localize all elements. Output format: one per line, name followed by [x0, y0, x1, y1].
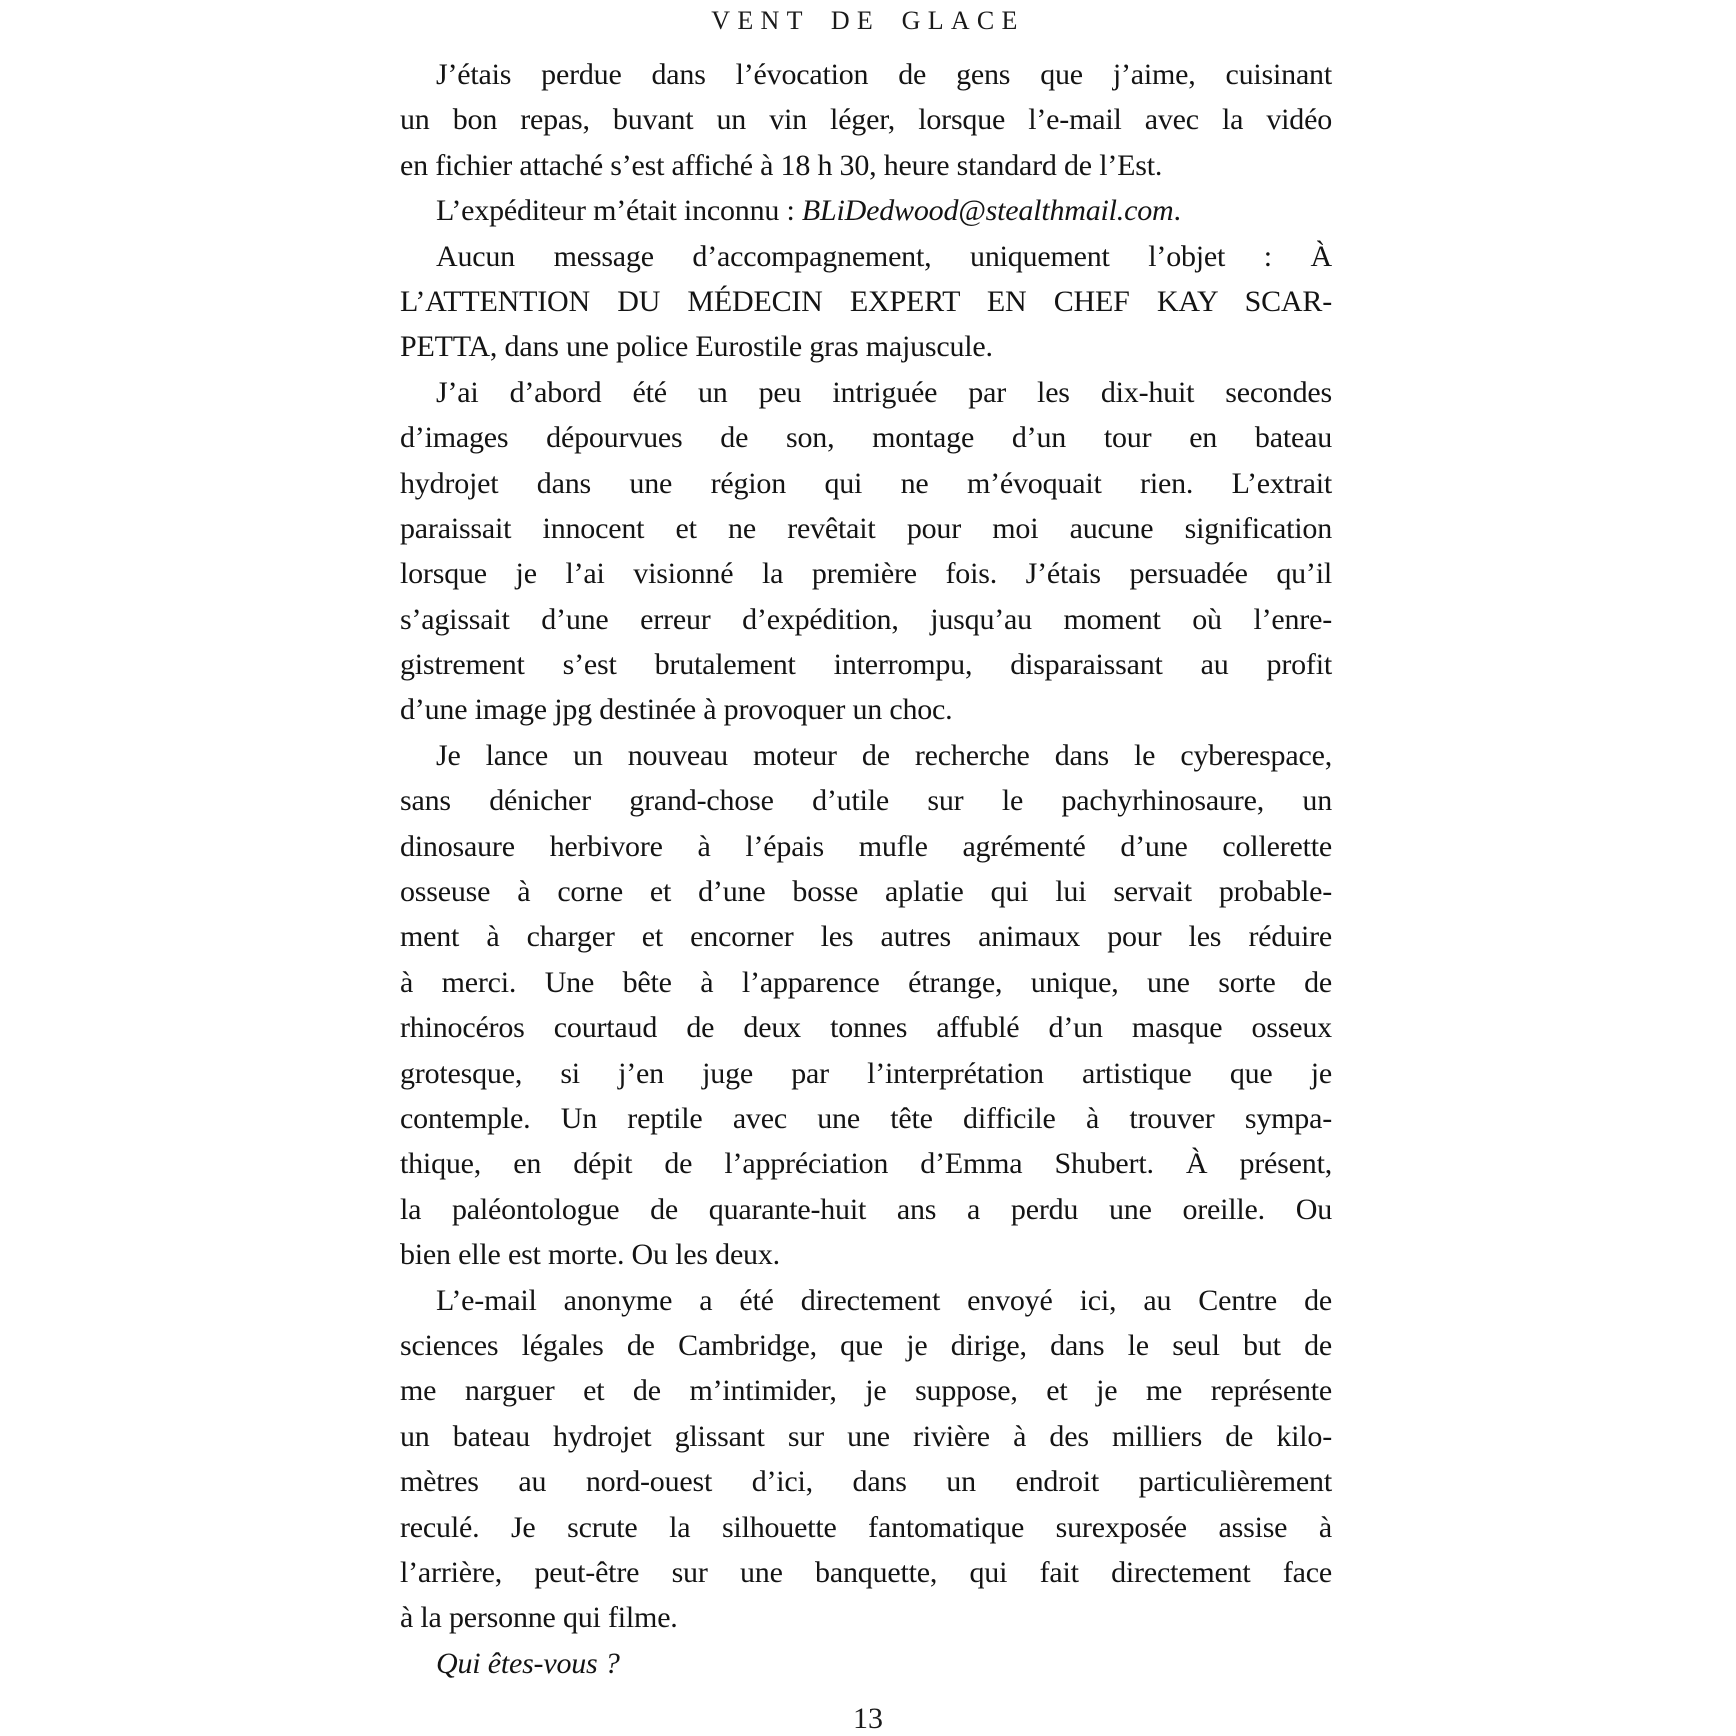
paragraph-5-line-1: [400, 733, 1332, 778]
text-segment: paraissait innocent et ne revêtait pour moi aucune signification: [400, 511, 1332, 545]
paragraph-5-line-6: [400, 960, 1332, 1005]
paragraph-5-line-12: [400, 1232, 1332, 1277]
paragraph-3-line-2: [400, 279, 1332, 324]
text-segment: d’une image jpg destinée à provoquer un choc.: [400, 693, 953, 727]
text-segment: un bon repas, buvant un vin léger, lorsque l’e-mail avec la vidéo: [400, 103, 1332, 137]
text-segment: ment à charger et encorner les autres animaux pour les réduire: [400, 920, 1332, 954]
paragraph-4-line-2: [400, 415, 1332, 460]
paragraph-5-line-5: [400, 914, 1332, 959]
text-segment: rhinocéros courtaud de deux tonnes affublé d’un masque osseux: [400, 1011, 1332, 1045]
text-segment: lorsque je l’ai visionné la première fois. J’étais persuadée qu’il: [400, 557, 1332, 591]
text-segment: osseuse à corne et d’une bosse aplatie qui lui servait probable-: [400, 875, 1332, 909]
text-segment: .: [1173, 194, 1181, 228]
text-segment: J’ai d’abord été un peu intriguée par les dix-huit secondes: [436, 375, 1332, 409]
text-segment: dinosaure herbivore à l’épais mufle agrémenté d’une collerette: [400, 829, 1332, 863]
paragraph-5-line-4: [400, 869, 1332, 914]
paragraph-5-line-10: [400, 1141, 1332, 1186]
text-segment: L’e-mail anonyme a été directement envoyé ici, au Centre de: [436, 1283, 1332, 1317]
paragraph-6-line-2: [400, 1323, 1332, 1368]
paragraph-4-line-3: [400, 461, 1332, 506]
text-segment: bien elle est morte. Ou les deux.: [400, 1238, 780, 1272]
text-segment: l’arrière, peut-être sur une banquette, qui fait directement face: [400, 1555, 1332, 1589]
text-segment: me narguer et de m’intimider, je suppose, et je me représente: [400, 1374, 1332, 1408]
italic-text-segment: Qui êtes-vous ?: [436, 1646, 620, 1680]
text-segment: grotesque, si j’en juge par l’interprétation artistique que je: [400, 1056, 1332, 1090]
paragraph-5-line-7: [400, 1005, 1332, 1050]
text-segment: sciences légales de Cambridge, que je dirige, dans le seul but de: [400, 1328, 1332, 1362]
text-segment: gistrement s’est brutalement interrompu, disparaissant au profit: [400, 648, 1332, 682]
text-segment: s’agissait d’une erreur d’expédition, jusqu’au moment où l’enre-: [400, 602, 1332, 636]
paragraph-4-line-1: [400, 370, 1332, 415]
text-segment: sans dénicher grand-chose d’utile sur le pachyrhinosaure, un: [400, 784, 1332, 818]
paragraph-5-line-11: [400, 1187, 1332, 1232]
paragraph-6-line-8: [400, 1595, 1332, 1640]
paragraph-4-line-5: [400, 551, 1332, 596]
text-segment: thique, en dépit de l’appréciation d’Emma Shubert. À présent,: [400, 1147, 1332, 1181]
text-segment: à la personne qui filme.: [400, 1601, 678, 1635]
text-segment: d’images dépourvues de son, montage d’un tour en bateau: [400, 421, 1332, 455]
paragraph-3-line-3: [400, 324, 1332, 369]
paragraph-1-line-3: [400, 143, 1332, 188]
text-segment: hydrojet dans une région qui ne m’évoquait rien. L’extrait: [400, 466, 1332, 500]
paragraph-5-line-9: [400, 1096, 1332, 1141]
paragraph-6-line-5: [400, 1459, 1332, 1504]
paragraph-5-line-3: [400, 824, 1332, 869]
text-segment: L’expéditeur m’était inconnu :: [436, 194, 802, 228]
paragraph-6-line-7: [400, 1550, 1332, 1595]
paragraph-4-line-7: [400, 642, 1332, 687]
paragraph-6-line-4: [400, 1414, 1332, 1459]
page-number: 13: [853, 1702, 883, 1735]
text-segment: en fichier attaché s’est affiché à 18 h 30, heure standard de l’Est.: [400, 148, 1163, 182]
paragraph-6-line-1: [400, 1278, 1332, 1323]
paragraph-7-line-1: [400, 1641, 1332, 1686]
paragraph-5-line-2: [400, 778, 1332, 823]
paragraph-1-line-2: [400, 97, 1332, 142]
paragraph-1-line-1: [400, 52, 1332, 97]
text-segment: mètres au nord-ouest d’ici, dans un endroit particulièrement: [400, 1465, 1332, 1499]
paragraph-3-line-1: [400, 234, 1332, 279]
text-segment: à merci. Une bête à l’apparence étrange, unique, une sorte de: [400, 965, 1332, 999]
text-segment: L’ATTENTION DU MÉDECIN EXPERT EN CHEF KAY SCAR-: [400, 284, 1332, 318]
paragraph-5-line-8: [400, 1051, 1332, 1096]
text-segment: J’étais perdue dans l’évocation de gens que j’aime, cuisinant: [436, 58, 1332, 91]
text-segment: la paléontologue de quarante-huit ans a perdu une oreille. Ou: [400, 1192, 1332, 1226]
paragraph-4-line-6: [400, 597, 1332, 642]
paragraph-2-line-1: [400, 188, 1332, 233]
italic-text-segment: BLiDedwood@stealthmail.com: [801, 194, 1174, 228]
text-segment: Aucun message d’accompagnement, uniquement l’objet : À: [436, 239, 1332, 273]
paragraph-4-line-8: [400, 687, 1332, 732]
text-segment: reculé. Je scrute la silhouette fantomatique surexposée assise à: [400, 1510, 1332, 1544]
body-text: [400, 52, 1332, 1686]
text-segment: PETTA, dans une police Eurostile gras majuscule.: [400, 330, 993, 364]
text-segment: Je lance un nouveau moteur de recherche dans le cyberespace,: [436, 738, 1332, 772]
text-segment: contemple. Un reptile avec une tête difficile à trouver sympa-: [400, 1101, 1332, 1135]
running-header: VENT DE GLACE: [711, 6, 1025, 35]
paragraph-6-line-6: [400, 1505, 1332, 1550]
paragraph-6-line-3: [400, 1368, 1332, 1413]
paragraph-4-line-4: [400, 506, 1332, 551]
text-segment: un bateau hydrojet glissant sur une rivière à des milliers de kilo-: [400, 1419, 1332, 1453]
